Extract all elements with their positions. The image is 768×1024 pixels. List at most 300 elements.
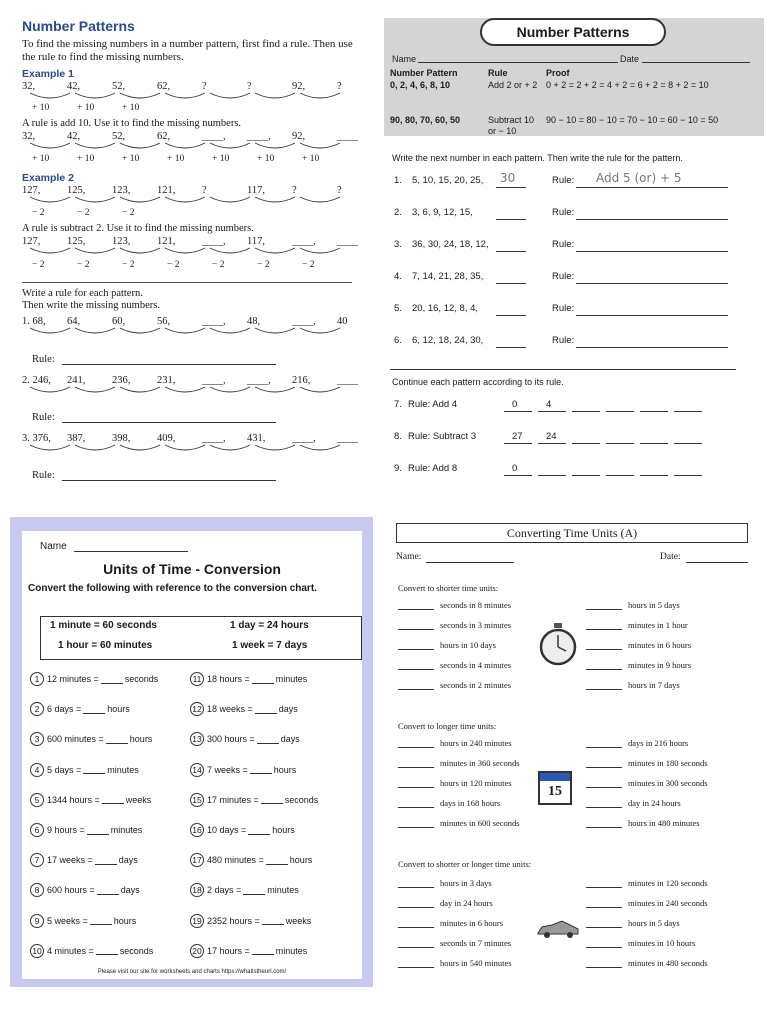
continue-input[interactable] [640,443,668,444]
item-sequence: 7, 14, 21, 28, 35, [412,271,484,282]
pattern-cell: 121, [157,185,176,196]
continue-input[interactable] [504,411,532,412]
rule-input[interactable] [576,283,728,284]
item-unit: seconds [119,945,154,956]
answer-input[interactable] [398,641,434,650]
item-prefix: 600 minutes = [47,734,104,745]
continue-input[interactable] [606,443,634,444]
item-number: 3. [394,239,402,250]
rule-input[interactable] [576,347,728,348]
conversion-item [190,672,307,686]
question-3-rule-input[interactable] [62,480,276,481]
pattern-cell: 121, [157,236,176,247]
pattern-cell: ____, [292,316,316,327]
pattern-cell: 42, [67,81,81,92]
continue-input[interactable] [606,475,634,476]
pattern-arc [75,387,115,392]
rule-input[interactable] [576,251,728,252]
answer-input[interactable] [586,919,622,928]
question-1-rule-label: Rule: [32,354,55,365]
time-unit-item [586,778,708,788]
units-of-time-worksheet [10,517,373,987]
question-3-arcs [22,444,362,454]
divider [390,369,736,370]
answer-input[interactable] [586,759,622,768]
item-label: seconds in 4 minutes [440,660,512,670]
pattern-cell: − 2 [212,260,225,270]
item-number-badge: 13 [190,732,204,746]
conversion-item [190,944,307,958]
answer-input[interactable] [398,919,434,928]
pattern-cell: 216, [292,375,311,386]
example-1-arcs [22,92,362,102]
pattern-cell: + 10 [302,154,320,164]
pattern-cell: ? [337,81,342,92]
answer-input[interactable] [101,675,123,684]
conversion-item [30,883,140,897]
item-number-badge: 10 [30,944,44,958]
time-unit-item [398,660,511,670]
item-label: hours in 5 days [628,918,680,928]
answer-input[interactable] [586,621,622,630]
continue-input[interactable] [538,443,566,444]
time-unit-item [586,898,708,908]
item-number-badge: 12 [190,702,204,716]
rule-input[interactable] [576,219,728,220]
answer-input[interactable] [398,739,434,748]
pattern-arc [210,197,250,202]
answer-input[interactable] [83,705,105,714]
item-number-badge: 17 [190,853,204,867]
pattern-cell: 231, [157,375,176,386]
pattern-cell: 62, [157,131,171,142]
next-number-input[interactable] [496,251,526,252]
answer-input[interactable] [261,795,283,804]
item-number-badge: 7 [30,853,44,867]
item-unit: hours [107,704,130,715]
date-input[interactable] [686,562,748,563]
rule-2-text: A rule is subtract 2. Use it to find the missing numbers. [22,223,254,234]
pattern-cell: 387, [67,433,86,444]
rule-input[interactable] [576,187,728,188]
time-unit-item [398,778,512,788]
then-write-instruction: Then write the missing numbers. [22,300,160,311]
pattern-arc [300,197,340,202]
item-label: hours in 120 minutes [440,778,512,788]
item-label: minutes in 600 seconds [440,818,520,828]
pattern-cell: 236, [112,375,131,386]
example-2b-row [22,236,382,247]
continue-input[interactable] [572,411,600,412]
name-input[interactable] [74,551,188,552]
pattern-cell: ____, [292,433,316,444]
item-label: seconds in 8 minutes [440,600,512,610]
example-2-row [22,185,382,196]
pattern-cell: 56, [157,316,171,327]
item-label: hours in 7 days [628,680,680,690]
continue-input[interactable] [674,411,702,412]
answer-input[interactable] [83,765,105,774]
answer-input[interactable] [586,739,622,748]
pattern-cell: 241, [67,375,86,386]
item-sequence: 20, 16, 12, 8, 4, [412,303,479,314]
example-2b-arcs [22,247,362,257]
pattern-cell: 52, [112,131,126,142]
worksheet-body [22,531,362,979]
chart-minute: 1 minute = 60 seconds [50,620,157,631]
pattern-cell: 125, [67,185,86,196]
example-1-row [22,81,382,92]
time-unit-item [398,600,511,610]
pattern-arc [120,387,160,392]
answer-input[interactable] [586,601,622,610]
footer-text: Please visit our site for worksheets and charts https://whatistheurl.com/ [97,969,287,975]
item-unit: days [280,734,300,745]
section-1-heading: Convert to shorter time units: [398,583,499,593]
rule-input[interactable] [576,315,728,316]
answer-input[interactable] [106,735,128,744]
answer-input[interactable] [586,799,622,808]
pattern-arc [300,143,340,148]
conversion-item [190,883,299,897]
rule-label: Rule: [552,207,575,218]
pattern-arc [165,143,205,148]
item-number: 7. [394,399,402,410]
continue-input[interactable] [504,443,532,444]
pattern-arc [75,143,115,148]
answer-input[interactable] [586,779,622,788]
continue-input[interactable] [640,411,668,412]
pattern-cell: 92, [292,81,306,92]
continue-input[interactable] [538,411,566,412]
item-number-badge: 8 [30,883,44,897]
conversion-item [190,853,312,867]
pattern-arc [165,93,205,98]
answer-input[interactable] [398,799,434,808]
item-label: minutes in 6 hours [440,918,504,928]
rule-label: Rule: [552,335,575,346]
pattern-cell: 32, [22,131,36,142]
answer-input[interactable] [90,916,112,925]
continue-input[interactable] [674,475,702,476]
answer-input[interactable] [257,735,279,744]
pattern-arc [75,93,115,98]
conversion-item [30,853,138,867]
answer-input[interactable] [398,621,434,630]
time-unit-item [586,958,708,968]
answer-input[interactable] [398,779,434,788]
item-label: days in 216 hours [628,738,689,748]
item-unit: minutes [267,885,299,896]
item-unit: hours [113,915,137,926]
name-label: Name [392,54,417,64]
item-number-badge: 6 [30,823,44,837]
instruction-2: Continue each pattern according to its rule. [392,377,564,387]
time-unit-item [586,640,691,650]
pattern-cell: ? [247,81,252,92]
pattern-cell: − 2 [77,208,90,218]
pattern-cell: ____ [337,375,358,386]
item-prefix: 300 hours = [207,734,255,745]
question-2-arcs [22,386,362,396]
write-rule-instruction: Write a rule for each pattern. [22,288,143,299]
continue-input[interactable] [572,475,600,476]
time-unit-item [586,600,680,610]
pattern-cell: − 2 [302,260,315,270]
item-prefix: 18 weeks = [207,704,253,715]
item-number-badge: 9 [30,914,44,928]
row-2-pattern: 90, 80, 70, 60, 50 [390,115,461,125]
answer-input[interactable] [586,879,622,888]
item-number-badge: 4 [30,763,44,777]
answer-input[interactable] [248,826,270,835]
pattern-arc [120,197,160,202]
pattern-cell: − 2 [122,208,135,218]
pattern-cell: 64, [67,316,81,327]
item-prefix: 2352 hours = [207,915,260,926]
item-rule: Rule: Add 4 [408,399,458,410]
pattern-cell: + 10 [77,103,95,113]
pattern-arc [255,387,295,392]
item-label: minutes in 240 seconds [628,898,708,908]
item-sequence: 6, 12, 18, 24, 30, [412,335,484,346]
divider [22,282,352,283]
pattern-cell: 127, [22,236,41,247]
item-label: hours in 5 days [628,600,680,610]
next-number-input[interactable] [496,315,526,316]
pattern-cell: ? [202,185,207,196]
item-prefix: 4 minutes = [47,945,94,956]
number-patterns-worksheet-2 [384,0,768,505]
continue-input[interactable] [640,475,668,476]
name-input[interactable] [418,62,618,63]
question-2-row [22,375,382,386]
pattern-arc [255,93,295,98]
answer-input[interactable] [262,916,284,925]
answer-input[interactable] [398,899,434,908]
date-input[interactable] [642,62,750,63]
conversion-item [30,914,136,928]
pattern-cell: + 10 [257,154,275,164]
time-unit-item [586,798,681,808]
pattern-cell: 398, [112,433,131,444]
pattern-arc [120,328,160,333]
answer-input[interactable] [252,675,274,684]
answer-input[interactable] [586,959,622,968]
pattern-arc [30,445,70,450]
conversion-item [30,793,151,807]
pattern-arc [300,248,340,253]
item-number-badge: 19 [190,914,204,928]
item-label: hours in 3 days [440,878,492,888]
continue-input[interactable] [538,475,566,476]
item-prefix: 10 days = [207,825,247,835]
item-unit: days [120,885,140,896]
pattern-cell: 2. 246, [22,375,51,386]
item-prefix: 6 days = [47,704,82,715]
pattern-cell: + 10 [32,154,50,164]
pattern-cell: + 10 [122,154,140,164]
next-number-input[interactable] [496,283,526,284]
pattern-arc [120,445,160,450]
answer-input[interactable] [96,946,118,955]
pattern-arc [255,248,295,253]
item-number: 2. [394,207,402,218]
item-unit: days [118,855,138,866]
answer-input[interactable] [586,939,622,948]
example-1b-ops [32,154,347,164]
next-number-input[interactable] [496,347,526,348]
example-1-label: Example 1 [22,68,74,80]
pattern-cell: ? [337,185,342,196]
item-label: days in 168 hours [440,798,501,808]
pattern-cell: 60, [112,316,126,327]
item-number-badge: 11 [190,672,204,686]
question-1-rule-input[interactable] [62,364,276,365]
answer-input[interactable] [102,795,124,804]
answer-input[interactable] [398,939,434,948]
item-label: day in 24 hours [440,898,493,908]
pattern-arc [255,197,295,202]
pattern-cell: + 10 [122,103,140,113]
example-1b-arcs [22,142,362,152]
answer-input[interactable] [398,661,434,670]
number-patterns-worksheet-1 [0,0,384,505]
pattern-cell: 409, [157,433,176,444]
item-label: hours in 480 minutes [628,818,700,828]
item-prefix: 7 weeks = [207,764,248,775]
example-2b-ops [32,260,347,270]
question-2-rule-input[interactable] [62,422,276,423]
pattern-arc [210,445,250,450]
answer-input[interactable] [586,899,622,908]
worksheet-title: Units of Time - Conversion [103,561,281,577]
answer-input[interactable] [95,856,117,865]
pattern-cell: 125, [67,236,86,247]
pattern-arc [210,387,250,392]
pattern-cell: ? [202,81,207,92]
pattern-cell: ____ [337,131,358,142]
answer-input[interactable] [398,601,434,610]
answer-input[interactable] [586,661,622,670]
item-unit: hours [289,855,313,866]
next-number-input[interactable] [496,219,526,220]
item-number-badge: 1 [30,672,44,686]
pattern-cell: + 10 [167,154,185,164]
time-unit-item [586,620,688,630]
name-label: Name: [396,552,422,562]
continue-answer-a: 0 [512,399,518,410]
chart-hour: 1 hour = 60 minutes [58,640,153,651]
continue-input[interactable] [572,443,600,444]
answer-input[interactable] [250,765,272,774]
answer-input[interactable] [586,681,622,690]
item-number-badge: 5 [30,793,44,807]
time-unit-item [586,818,700,828]
pattern-cell: ____, [292,236,316,247]
answer-input[interactable] [87,826,109,835]
pattern-cell: 123, [112,236,131,247]
item-prefix: 9 hours = [47,825,85,835]
answer-input[interactable] [255,705,277,714]
pattern-cell: 92, [292,131,306,142]
answer-input[interactable] [398,681,434,690]
item-number: 1. [394,175,402,186]
continue-answer-b: 24 [546,431,557,442]
chart-day: 1 day = 24 hours [230,620,309,631]
pattern-arc [120,93,160,98]
continue-input[interactable] [606,411,634,412]
pattern-cell: 32, [22,81,36,92]
pattern-cell: 123, [112,185,131,196]
stopwatch-icon [538,621,578,667]
name-label: Name [40,541,67,552]
item-number-badge: 16 [190,823,204,837]
name-input[interactable] [426,562,514,563]
pattern-cell: 52, [112,81,126,92]
answer-input[interactable] [266,856,288,865]
continue-input[interactable] [674,443,702,444]
time-unit-item [586,938,695,948]
pattern-arc [300,387,340,392]
pattern-cell: + 10 [77,154,95,164]
item-label: minutes in 300 seconds [628,778,708,788]
answer-input[interactable] [398,819,434,828]
item-unit: seconds [284,794,319,805]
rule-label: Rule: [552,303,575,314]
pattern-cell: ____, [202,316,226,327]
answer-input[interactable] [398,959,434,968]
item-label: minutes in 180 seconds [628,758,708,768]
example-2-label: Example 2 [22,172,74,184]
item-number: 8. [394,431,402,442]
item-label: seconds in 2 minutes [440,680,512,690]
col-rule: Rule [488,68,508,78]
conversion-item [190,763,296,777]
date-label: Date: [660,552,681,562]
answer-input[interactable] [398,759,434,768]
pattern-arc [165,328,205,333]
pattern-arc [300,328,340,333]
answer-input[interactable] [97,886,119,895]
answer-input[interactable] [252,946,274,955]
worksheet-title: Number Patterns [22,18,135,34]
conversion-item [190,732,300,746]
answer-input[interactable] [243,886,265,895]
item-unit: hours [273,764,297,775]
next-number-input[interactable] [496,187,526,188]
pattern-cell: − 2 [77,260,90,270]
continue-answer-a: 0 [512,463,518,474]
conversion-item [190,702,298,716]
pattern-cell: ____, [247,375,271,386]
conversion-item [190,793,318,807]
item-rule: Rule: Add 8 [408,463,458,474]
item-unit: minutes [110,825,143,835]
answer-input[interactable] [586,641,622,650]
answer-input[interactable] [586,819,622,828]
continue-input[interactable] [504,475,532,476]
pattern-cell: − 2 [32,208,45,218]
pattern-arc [210,328,250,333]
pattern-arc [300,93,340,98]
item-label: hours in 10 days [440,640,496,650]
answer-input[interactable] [398,879,434,888]
pattern-cell: 117, [247,185,265,196]
item-prefix: 18 hours = [207,674,250,684]
pattern-arc [210,143,250,148]
time-unit-item [586,680,680,690]
